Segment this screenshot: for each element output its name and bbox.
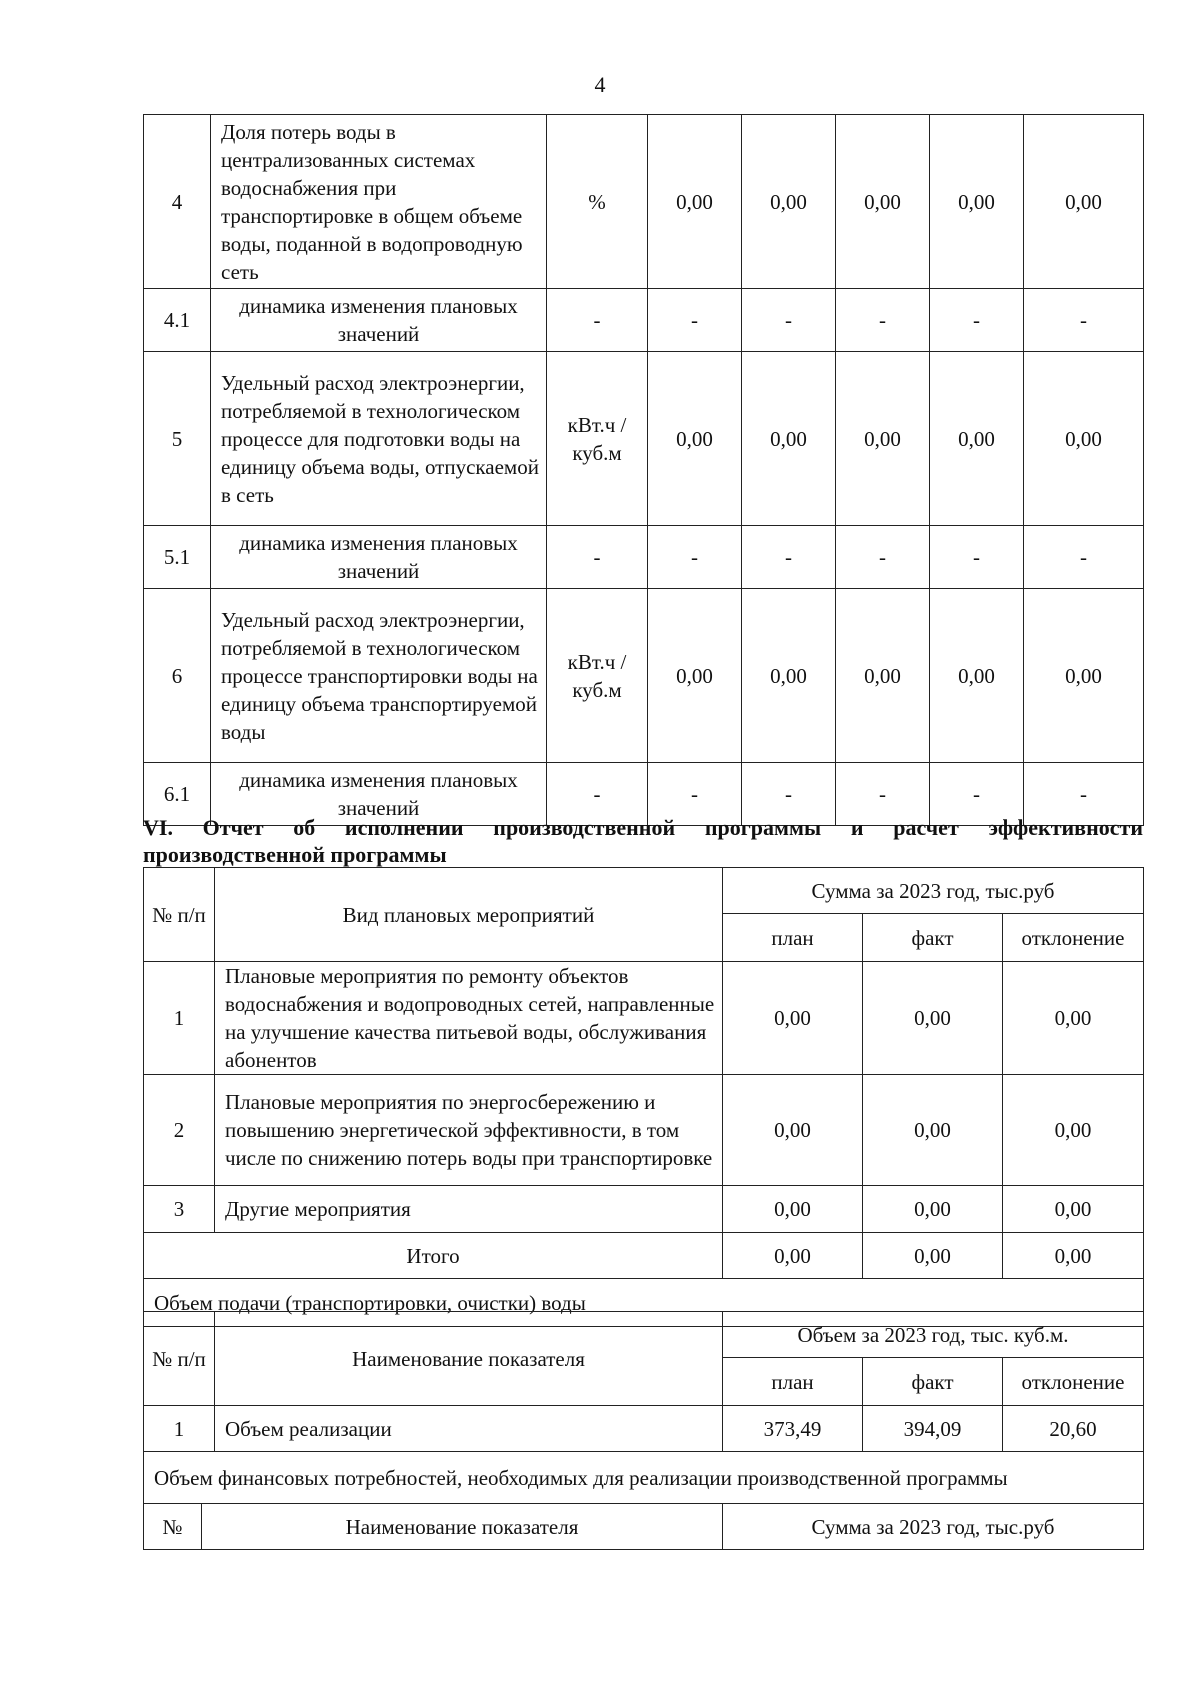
volume-table — [143, 1311, 1144, 1504]
header-fact: факт — [863, 1358, 1003, 1406]
table-row — [144, 1186, 1144, 1233]
value-cell: - — [742, 289, 836, 352]
indicator-name: динамика изменения плановых значений — [211, 289, 547, 352]
header-indicator: Наименование показателя — [215, 1312, 723, 1406]
header-number: № п/п — [144, 868, 215, 962]
header-deviation: отклонение — [1003, 914, 1144, 962]
value-cell: - — [648, 526, 742, 589]
header-plan: план — [723, 1358, 863, 1406]
section-heading — [143, 814, 1143, 868]
header-plan: план — [723, 914, 863, 962]
value-cell: - — [836, 526, 930, 589]
value-cell: 0,00 — [836, 589, 930, 763]
plan-value: 373,49 — [723, 1406, 863, 1452]
unit: кВт.ч / куб.м — [547, 352, 648, 526]
indicator-name: Объем реализации — [215, 1406, 723, 1452]
value-cell: - — [930, 289, 1024, 352]
header-volume: Объем за 2023 год, тыс. куб.м. — [723, 1312, 1144, 1358]
unit: кВт.ч / куб.м — [547, 589, 648, 763]
table-row — [144, 1406, 1144, 1452]
header-indicator: Наименование показателя — [202, 1504, 723, 1550]
total-row — [144, 1233, 1144, 1279]
value-cell: - — [742, 763, 836, 826]
row-number: 6 — [144, 589, 211, 763]
value-cell: 0,00 — [836, 115, 930, 289]
row-number: 4.1 — [144, 289, 211, 352]
value-cell: 0,00 — [930, 115, 1024, 289]
row-number: 4 — [144, 115, 211, 289]
value-cell: - — [930, 526, 1024, 589]
value-cell: - — [742, 526, 836, 589]
indicators-table — [143, 114, 1144, 826]
deviation-value: 0,00 — [1003, 1075, 1144, 1186]
table-row — [144, 1075, 1144, 1186]
value-cell: - — [836, 763, 930, 826]
table-header-row — [144, 1312, 1144, 1358]
value-cell: 0,00 — [1024, 589, 1144, 763]
table-header-row — [144, 1504, 1144, 1550]
table-row — [144, 115, 1144, 289]
row-number: 1 — [144, 1406, 215, 1452]
page-number: 4 — [594, 72, 606, 97]
deviation-value: 0,00 — [1003, 1233, 1144, 1279]
row-number: 6.1 — [144, 763, 211, 826]
value-cell: 0,00 — [648, 115, 742, 289]
caption-row — [144, 1452, 1144, 1504]
fact-value: 0,00 — [863, 1075, 1003, 1186]
value-cell: 0,00 — [836, 352, 930, 526]
activities-table — [143, 867, 1144, 1327]
plan-value: 0,00 — [723, 1186, 863, 1233]
header-activity: Вид плановых мероприятий — [215, 868, 723, 962]
plan-value: 0,00 — [723, 1075, 863, 1186]
value-cell: - — [930, 763, 1024, 826]
table-row — [144, 352, 1144, 526]
plan-value: 0,00 — [723, 1233, 863, 1279]
indicator-name: Удельный расход электроэнергии, потребляемой в технологическом процессе для подготовки воды на единицу объема воды, отпускаемой в сеть — [211, 352, 547, 526]
header-number: № п/п — [144, 1312, 215, 1406]
row-number: 2 — [144, 1075, 215, 1186]
indicator-name: динамика изменения плановых значений — [211, 763, 547, 826]
plan-value: 0,00 — [723, 962, 863, 1075]
fact-value: 0,00 — [863, 962, 1003, 1075]
activity-name: Другие мероприятия — [215, 1186, 723, 1233]
section-heading-line: производственной программы — [143, 842, 447, 867]
unit: - — [547, 526, 648, 589]
activity-name: Плановые мероприятия по энергосбережению и повышению энергетической эффективности, в том числе по снижению потерь воды при транспортировке — [215, 1075, 723, 1186]
value-cell: 0,00 — [930, 352, 1024, 526]
row-number: 1 — [144, 962, 215, 1075]
header-deviation: отклонение — [1003, 1358, 1144, 1406]
volume-caption: Объем подачи (транспортировки, очистки) воды — [144, 1279, 1144, 1327]
activity-name: Плановые мероприятия по ремонту объектов водоснабжения и водопроводных сетей, направленные на улучшение качества питьевой воды, обслуживания абонентов — [215, 962, 723, 1075]
indicator-name: динамика изменения плановых значений — [211, 526, 547, 589]
value-cell: 0,00 — [742, 589, 836, 763]
header-fact: факт — [863, 914, 1003, 962]
value-cell: 0,00 — [648, 352, 742, 526]
unit: - — [547, 289, 648, 352]
value-cell: - — [1024, 763, 1144, 826]
finance-caption: Объем финансовых потребностей, необходимых для реализации производственной программы — [144, 1452, 1144, 1504]
value-cell: 0,00 — [648, 589, 742, 763]
header-number: № — [144, 1504, 202, 1550]
indicator-name: Доля потерь воды в централизованных системах водоснабжения при транспортировке в общем объеме воды, поданной в водопроводную сеть — [211, 115, 547, 289]
header-sum: Сумма за 2023 год, тыс.руб — [723, 868, 1144, 914]
table-row — [144, 289, 1144, 352]
fact-value: 394,09 — [863, 1406, 1003, 1452]
table-header-row — [144, 868, 1144, 914]
deviation-value: 0,00 — [1003, 1186, 1144, 1233]
unit: - — [547, 763, 648, 826]
value-cell: - — [1024, 289, 1144, 352]
row-number: 3 — [144, 1186, 215, 1233]
deviation-value: 0,00 — [1003, 962, 1144, 1075]
fact-value: 0,00 — [863, 1233, 1003, 1279]
deviation-value: 20,60 — [1003, 1406, 1144, 1452]
value-cell: - — [648, 289, 742, 352]
value-cell: - — [1024, 526, 1144, 589]
row-number: 5 — [144, 352, 211, 526]
row-number: 5.1 — [144, 526, 211, 589]
total-label: Итого — [144, 1233, 723, 1279]
finance-table — [143, 1503, 1144, 1550]
table-row — [144, 526, 1144, 589]
table-row — [144, 962, 1144, 1075]
value-cell: 0,00 — [1024, 352, 1144, 526]
section-heading-line: VI. Отчет об исполнении производственной программы и расчет эффективности — [143, 815, 1143, 840]
value-cell: - — [836, 289, 930, 352]
fact-value: 0,00 — [863, 1186, 1003, 1233]
value-cell: 0,00 — [1024, 115, 1144, 289]
unit: % — [547, 115, 648, 289]
value-cell: - — [648, 763, 742, 826]
table-row — [144, 589, 1144, 763]
value-cell: 0,00 — [742, 352, 836, 526]
value-cell: 0,00 — [930, 589, 1024, 763]
header-sum: Сумма за 2023 год, тыс.руб — [723, 1504, 1144, 1550]
value-cell: 0,00 — [742, 115, 836, 289]
indicator-name: Удельный расход электроэнергии, потребляемой в технологическом процессе транспортировки воды на единицу объема транспортируемой воды — [211, 589, 547, 763]
